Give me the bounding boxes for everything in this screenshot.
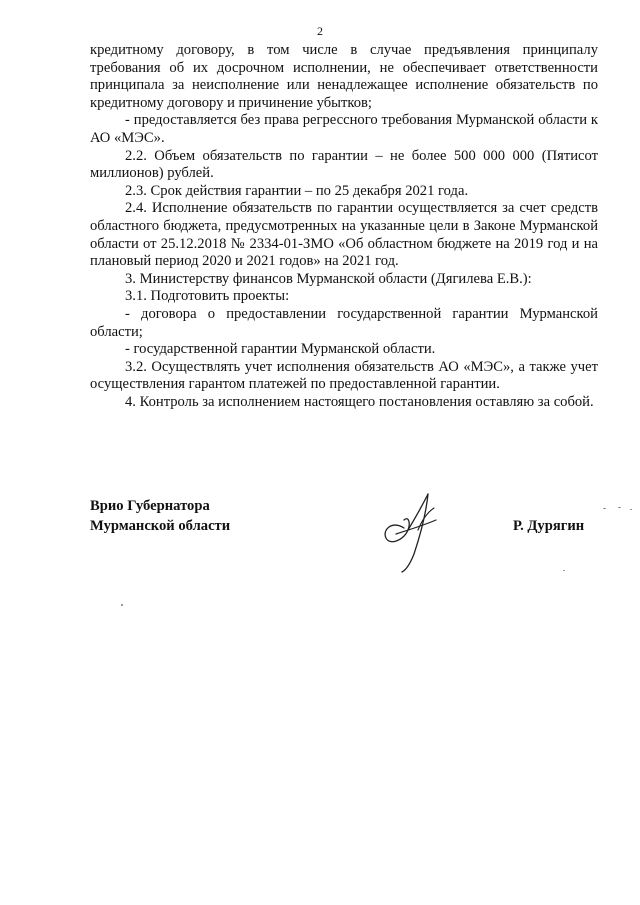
paragraph-2-3: 2.3. Срок действия гарантии – по 25 декабря 2021 года.	[125, 182, 469, 199]
signatory-title	[90, 496, 230, 536]
paragraph-3-2: 3.2. Осуществлять учет исполнения обязательств АО «МЭС», а также учет осуществления гарантом платежей по предоставленной гарантии.	[90, 358, 598, 393]
scan-speck	[618, 507, 621, 508]
signatory-title-line2: Мурманской области	[90, 518, 231, 534]
handwritten-signature	[378, 490, 442, 574]
paragraph-continuation: кредитному договору, в том числе в случае предъявления принципалу требования об их досрочном исполнении, не обеспечивает ответственности принципала за неисполнение или ненадлежащее исполнение обязательств по кредитному договору и причинение убытков;	[90, 42, 598, 111]
paragraph-regress: - предоставляется без права регрессного требования Мурманской области к АО «МЭС».	[90, 112, 598, 146]
scan-speck	[563, 570, 565, 571]
scan-speck	[121, 604, 123, 606]
paragraph-3-1: 3.1. Подготовить проекты:	[125, 288, 290, 305]
page-number: 2	[317, 24, 323, 38]
scan-speck	[603, 508, 606, 509]
paragraph-2-2: 2.2. Объем обязательств по гарантии – не более 500 000 000 (Пятисот миллионов) рублей.	[90, 147, 598, 182]
paragraph-contract: - договора о предоставлении государственной гарантии Мурманской области;	[90, 305, 598, 340]
signatory-name: Р. Дурягин	[513, 518, 585, 534]
scan-speck	[630, 509, 632, 510]
paragraph-3: 3. Министерству финансов Мурманской области (Дягилева Е.В.):	[125, 270, 532, 287]
signatory-title-line1: Врио Губернатора	[90, 498, 210, 514]
document-body	[90, 42, 598, 411]
paragraph-guarantee: - государственной гарантии Мурманской области.	[125, 341, 436, 358]
paragraph-2-4: 2.4. Исполнение обязательств по гарантии осуществляется за счет средств областного бюджета, предусмотренных на указанные цели в Законе Мурманской области от 25.12.2018 № 2334-01-ЗМО «Об областном бюджете на 2019 год и на плановый период 2020 и 2021 годов» на 2021 год.	[90, 200, 598, 270]
paragraph-4: 4. Контроль за исполнением настоящего постановления оставляю за собой.	[125, 393, 594, 410]
